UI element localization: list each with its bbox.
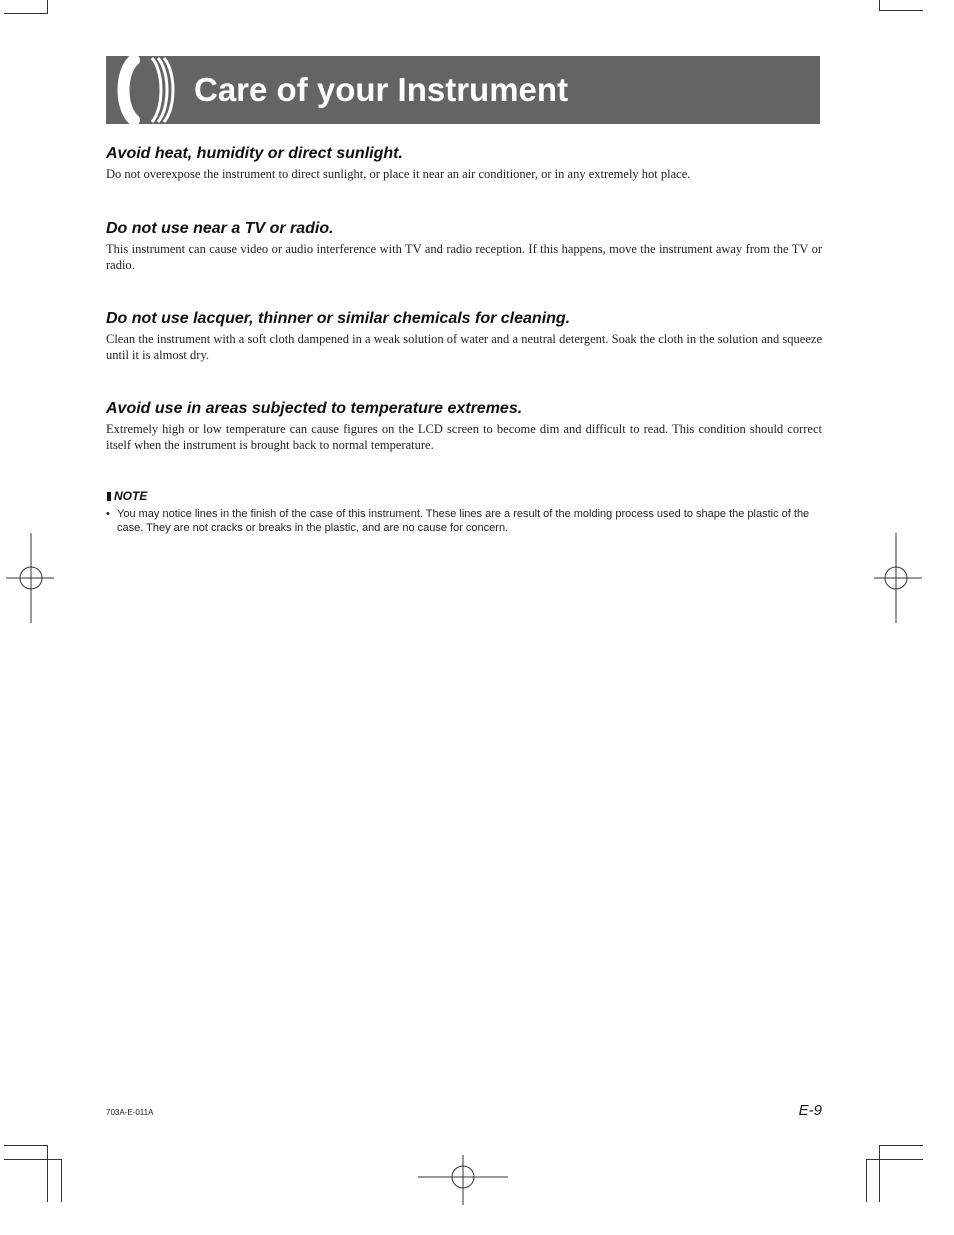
section-tv-radio bbox=[106, 219, 822, 273]
section-heat bbox=[106, 144, 822, 183]
registration-mark-right bbox=[872, 533, 928, 623]
crop-mark bbox=[879, 1145, 923, 1146]
bullet: • bbox=[106, 508, 110, 520]
note-label: NOTE bbox=[114, 489, 148, 503]
crop-mark bbox=[61, 1159, 62, 1202]
crop-mark bbox=[47, 1145, 48, 1202]
title-banner bbox=[106, 56, 820, 124]
crop-mark bbox=[879, 10, 923, 11]
registration-mark-left bbox=[0, 533, 56, 623]
section-heading: Do not use lacquer, thinner or similar chemicals for cleaning. bbox=[106, 310, 571, 327]
note-text: You may notice lines in the finish of the case of this instrument. These lines are a result of the molding process used to shape the plastic of the case. They are not cracks or breaks in the plastic, and are no cause for concern. bbox=[117, 508, 810, 534]
section-temperature bbox=[106, 399, 822, 453]
crop-mark bbox=[4, 13, 48, 14]
registration-mark-bottom bbox=[418, 1155, 508, 1205]
section-heading: Do not use near a TV or radio. bbox=[106, 220, 334, 237]
crop-mark bbox=[4, 1145, 48, 1146]
section-heading: Avoid use in areas subjected to temperature extremes. bbox=[106, 400, 523, 417]
crop-mark bbox=[879, 0, 880, 10]
note-marker-icon bbox=[107, 492, 111, 501]
page-number: E-9 bbox=[798, 1102, 822, 1119]
double-parenthesis-decoration-icon bbox=[112, 56, 188, 124]
section-body: This instrument can cause video or audio interference with TV and radio reception. If this happens, move the instrument away from the TV or radio. bbox=[106, 242, 822, 272]
crop-mark bbox=[879, 1145, 880, 1202]
section-heading: Avoid heat, humidity or direct sunlight. bbox=[106, 145, 403, 162]
section-body: Do not overexpose the instrument to direct sunlight, or place it near an air conditioner, or in any extremely hot place. bbox=[106, 167, 691, 181]
crop-mark bbox=[4, 1159, 62, 1160]
section-body: Clean the instrument with a soft cloth dampened in a weak solution of water and a neutral detergent. Soak the cloth in the solution and squeeze until it is almost dry. bbox=[106, 332, 822, 362]
note-heading bbox=[107, 489, 147, 503]
document-code: 703A-E-011A bbox=[106, 1108, 154, 1117]
crop-mark bbox=[866, 1159, 867, 1202]
note-item bbox=[106, 507, 822, 535]
section-body: Extremely high or low temperature can cause figures on the LCD screen to become dim and difficult to read. This condition should correct itself when the instrument is brought back to normal temperature. bbox=[106, 422, 822, 452]
crop-mark bbox=[866, 1159, 923, 1160]
page-title: Care of your Instrument bbox=[194, 71, 569, 108]
section-chemicals bbox=[106, 309, 822, 363]
crop-mark bbox=[47, 0, 48, 13]
